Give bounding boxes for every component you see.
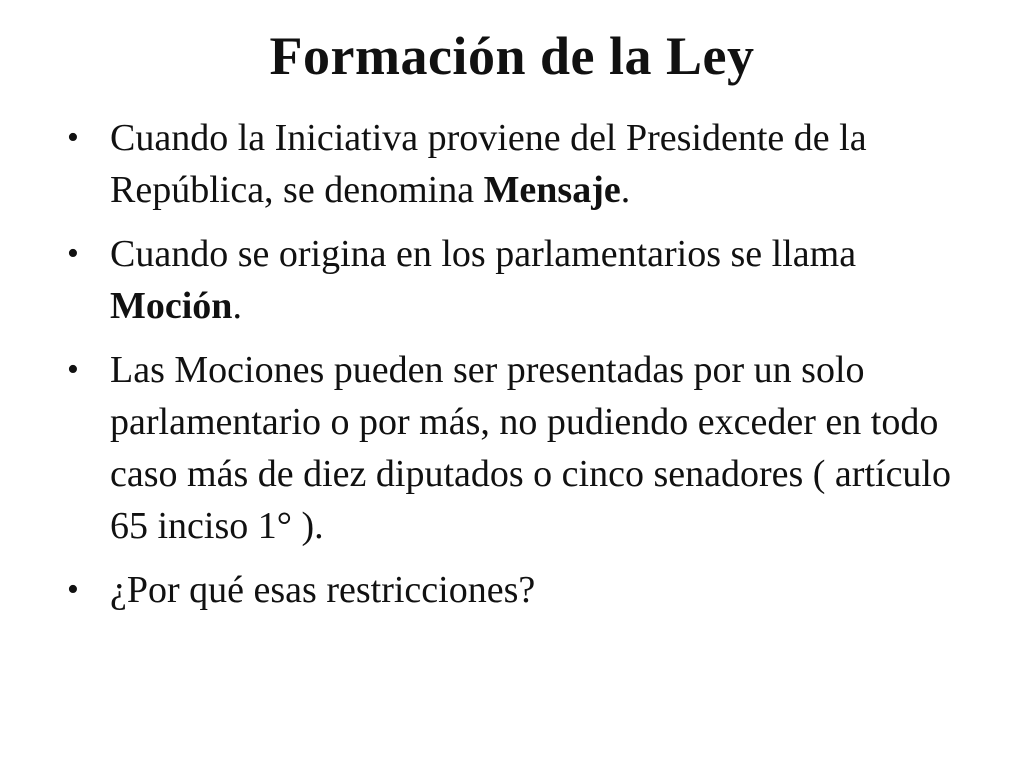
bullet-icon: • — [67, 235, 79, 272]
bullet-text — [110, 117, 867, 211]
bullet-item-pregunta — [58, 564, 958, 616]
bullet-text-before: ¿Por qué esas restricciones? — [110, 569, 536, 611]
bullet-list — [58, 112, 958, 628]
bullet-text — [110, 569, 535, 611]
bullet-text-after: . — [232, 285, 242, 327]
bullet-icon: • — [67, 571, 79, 608]
bullet-text — [110, 233, 856, 327]
slide-title: Formación de la Ley — [269, 26, 755, 86]
bullet-emphasis: Moción — [110, 285, 233, 327]
bullet-text-before: Cuando la Iniciativa proviene del Presidente de la República, se denomina — [110, 117, 867, 211]
bullet-text — [110, 349, 951, 547]
bullet-item-mocion — [58, 228, 958, 332]
bullet-item-mensaje — [58, 112, 958, 216]
bullet-text-before: Las Mociones pueden ser presentadas por un solo parlamentario o por más, no pudiendo exceder en todo caso más de diez diputados o cinco senadores ( artículo 65 inciso 1° ). — [110, 349, 951, 547]
bullet-icon: • — [67, 351, 79, 388]
bullet-emphasis: Mensaje — [483, 169, 621, 211]
bullet-icon: • — [67, 119, 79, 156]
bullet-text-after: . — [620, 169, 631, 211]
bullet-item-restricciones-detalle — [58, 344, 958, 552]
bullet-text-before: Cuando se origina en los parlamentarios se llama — [110, 233, 857, 275]
